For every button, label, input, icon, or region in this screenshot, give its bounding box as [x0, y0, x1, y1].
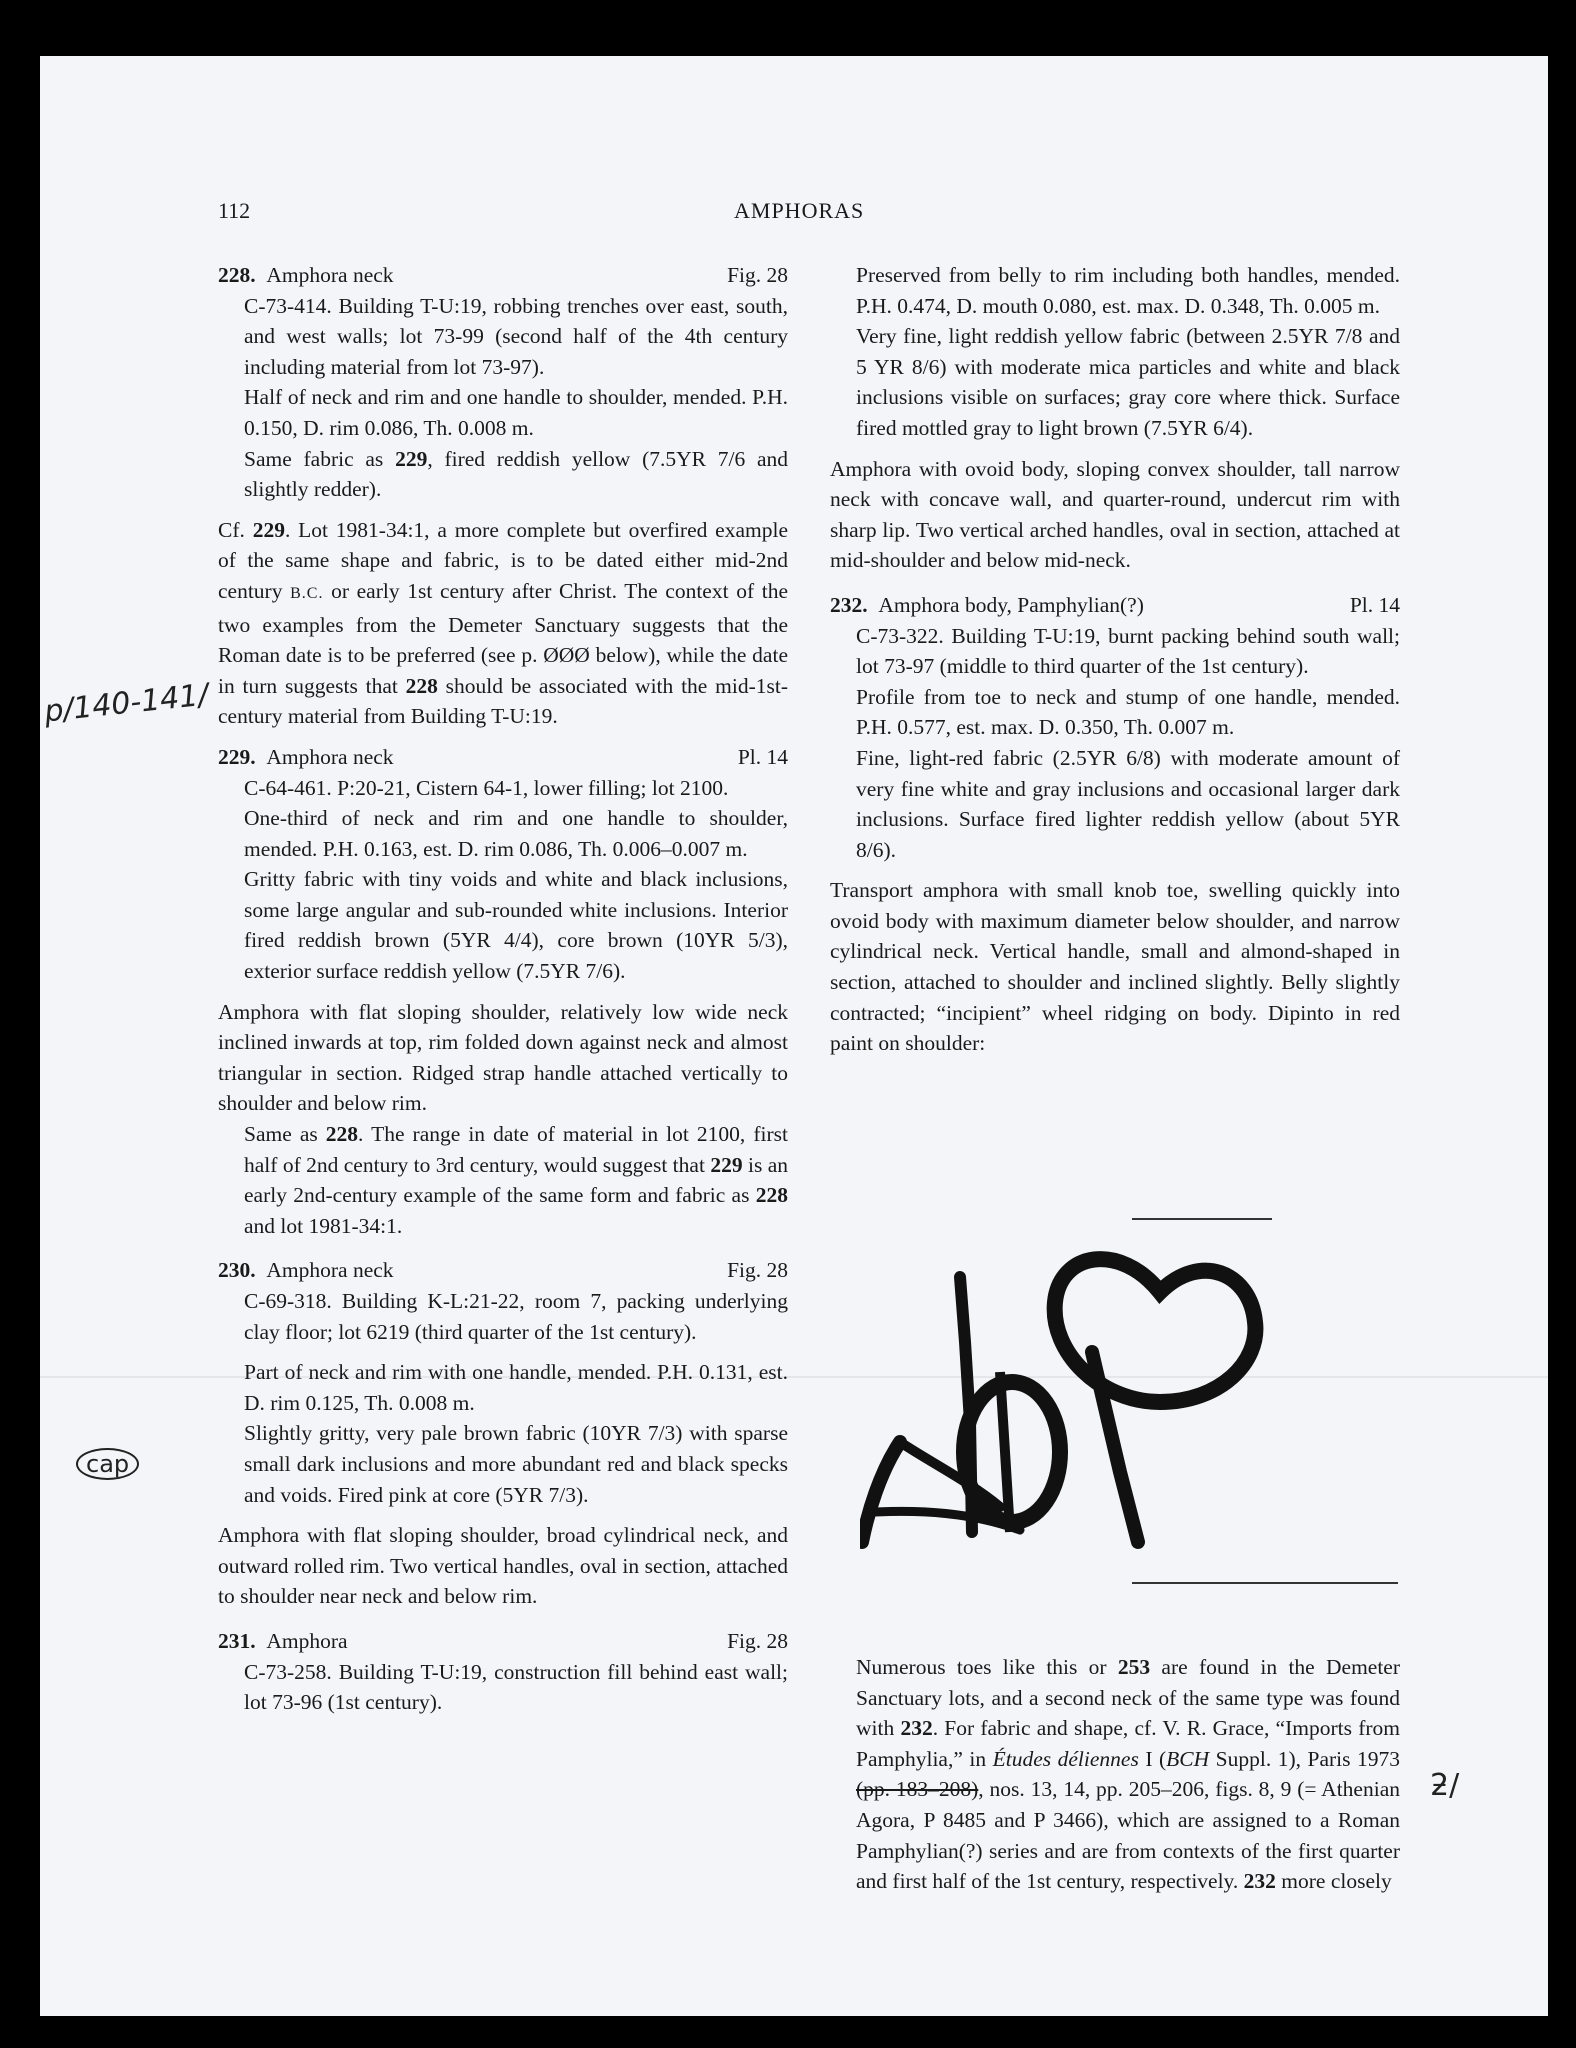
fabric-text: Fine, light-red fabric (2.5YR 6/8) with moderate amount of very fine white and gray inclusions and occasional larger dark inclusions. Surface fired lighter reddish yellow (about 5YR 8/6).: [856, 745, 1400, 862]
description-text: Profile from toe to neck and stump of one handle, mended. P.H. 0.577, est. max. D. 0.350, Th. 0.007 m.: [856, 684, 1400, 740]
margin-note-right: ƻ/: [1430, 1768, 1460, 1803]
description-text: Half of neck and rim and one handle to shoulder, mended. P.H. 0.150, D. rim 0.086, Th. 0.008 m.: [244, 385, 788, 440]
fabric-text: Very fine, light reddish yellow fabric (between 2.5YR 7/8 and 5 YR 8/6) with moderate mica particles and white and black inclusions visible on surfaces; gray core where thick. Surface fired mottled gray to light brown (7.5YR 6/4).: [856, 324, 1400, 440]
margin-note-cap: cap: [76, 1448, 139, 1480]
shape-text: Amphora with flat sloping shoulder, relatively low wide neck inclined inwards at top, rim folded down against neck and almost triangular in section. Ridged strap handle attached vertically to shoulder and below rim.: [218, 999, 788, 1116]
inventory-text: C-73-322. Building T-U:19, burnt packing behind south wall; lot 73-97 (middle to third quarter of the 1st century).: [856, 623, 1400, 679]
entry-title: Amphora neck: [266, 263, 394, 287]
shape-text: Amphora with flat sloping shoulder, broad cylindrical neck, and outward rolled rim. Two vertical handles, oval in section, attached to shoulder near neck and below rim.: [218, 1523, 788, 1609]
plate-reference: Pl. 14: [1349, 592, 1400, 617]
entry-229-heading: [218, 742, 788, 773]
catalog-number: 229.: [218, 744, 256, 769]
description-text: Part of neck and rim with one handle, mended. P.H. 0.131, est. D. rim 0.125, Th. 0.008 m.: [244, 1360, 788, 1415]
page-number: 112: [218, 198, 251, 223]
entry-230-heading: [218, 1255, 788, 1286]
right-column: [830, 260, 1400, 1059]
commentary-text: Cf. 229. Lot 1981-34:1, a more complete but overfired example of the same shape and fabric, is to be dated either mid-2nd century B.C. or early 1st century after Christ. The context of the two examples from the Demeter Sanctuary suggests that the Roman date is to be preferred (see p. ØØØ below), while the date in turn suggests that 228 should be associated with the mid-1st-century material from Building T-U:19.: [218, 517, 789, 729]
right-column-closing: [830, 1652, 1400, 1897]
entry-title: Amphora body, Pamphylian(?): [878, 592, 1144, 617]
left-column: [218, 260, 788, 1718]
catalog-number: 228.: [218, 263, 256, 287]
entry-232-heading: [830, 590, 1400, 621]
entry-title: Amphora neck: [266, 744, 394, 769]
entry-231-heading: [218, 1626, 788, 1657]
entry-title: Amphora neck: [266, 1258, 394, 1283]
inventory-text: C-73-414. Building T-U:19, robbing trenches over east, south, and west walls; lot 73-99 (second half of the 4th century including material from lot 73-97).: [244, 293, 788, 379]
shape-text: Amphora with ovoid body, sloping convex shoulder, tall narrow neck with concave wall, and quarter-round, undercut rim with sharp lip. Two vertical arched handles, oval in section, attached at mid-shoulder and below mid-neck.: [830, 456, 1400, 573]
fabric-text: Gritty fabric with tiny voids and white and black inclusions, some large angular and sub-rounded white inclusions. Interior fired reddish brown (5YR 4/4), core brown (10YR 5/3), exterior surface reddish yellow (7.5YR 7/6).: [244, 867, 788, 984]
inventory-text: C-73-258. Building T-U:19, construction fill behind east wall; lot 73-96 (1st century).: [244, 1659, 788, 1715]
closing-commentary: Numerous toes like this or 253 are found in the Demeter Sanctuary lots, and a second neck of the same type was found with 232. For fabric and shape, cf. V. R. Grace, “Imports from Pamphylia,” in Études déliennes I (BCH Suppl. 1), Paris 1973 (pp. 183–208), nos. 13, 14, pp. 205–206, figs. 8, 9 (= Athenian Agora, P 8485 and P 3466), which are assigned to a Roman Pamphylian(?) series and are from contexts of the first quarter and first half of the 1st century, respectively. 232 more closely: [856, 1655, 1401, 1894]
fabric-text: Slightly gritty, very pale brown fabric (10YR 7/3) with sparse small dark inclusions and more abundant red and black specks and voids. Fired pink at core (5YR 7/3).: [244, 1421, 788, 1507]
catalog-number: 232.: [830, 592, 868, 617]
entry-228-heading: [218, 260, 788, 291]
inventory-text: C-64-461. P:20-21, Cistern 64-1, lower filling; lot 2100.: [244, 775, 729, 800]
running-title: AMPHORAS: [734, 198, 865, 223]
plate-reference: Pl. 14: [737, 744, 788, 769]
figure-reference: Fig. 28: [727, 1258, 788, 1283]
figure-reference: Fig. 28: [727, 263, 788, 287]
inventory-text: C-69-318. Building K-L:21-22, room 7, packing underlying clay floor; lot 6219 (third quarter of the 1st century).: [244, 1289, 788, 1344]
dipinto-letters-icon: [860, 1212, 1400, 1592]
dipinto-bottom-rule: [1132, 1582, 1398, 1584]
catalog-number: 231.: [218, 1628, 256, 1653]
margin-note-pages: p/140-141/: [42, 677, 210, 730]
entry-title: Amphora: [266, 1628, 348, 1653]
figure-reference: Fig. 28: [727, 1628, 788, 1653]
shape-text: Transport amphora with small knob toe, swelling quickly into ovoid body with maximum diameter below shoulder, and narrow cylindrical neck. Vertical handle, small and almond-shaped in section, attached to shoulder and inclined slightly. Belly slightly contracted; “incipient” wheel ridging on body. Dipinto in red paint on shoulder:: [830, 878, 1400, 1056]
catalog-number: 230.: [218, 1258, 256, 1283]
commentary-text: Same as 228. The range in date of material in lot 2100, first half of 2nd century to 3rd century, would suggest that 229 is an early 2nd-century example of the same form and fabric as 228 and lot 1981-34:1.: [244, 1122, 789, 1238]
fabric-text: Same fabric as 229, fired reddish yellow (7.5YR 7/6 and slightly redder).: [244, 446, 788, 502]
description-text: One-third of neck and rim and one handle to shoulder, mended. P.H. 0.163, est. D. rim 0.086, Th. 0.006–0.007 m.: [244, 806, 788, 861]
description-text: Preserved from belly to rim including both handles, mended. P.H. 0.474, D. mouth 0.080, est. max. D. 0.348, Th. 0.005 m.: [856, 263, 1400, 318]
